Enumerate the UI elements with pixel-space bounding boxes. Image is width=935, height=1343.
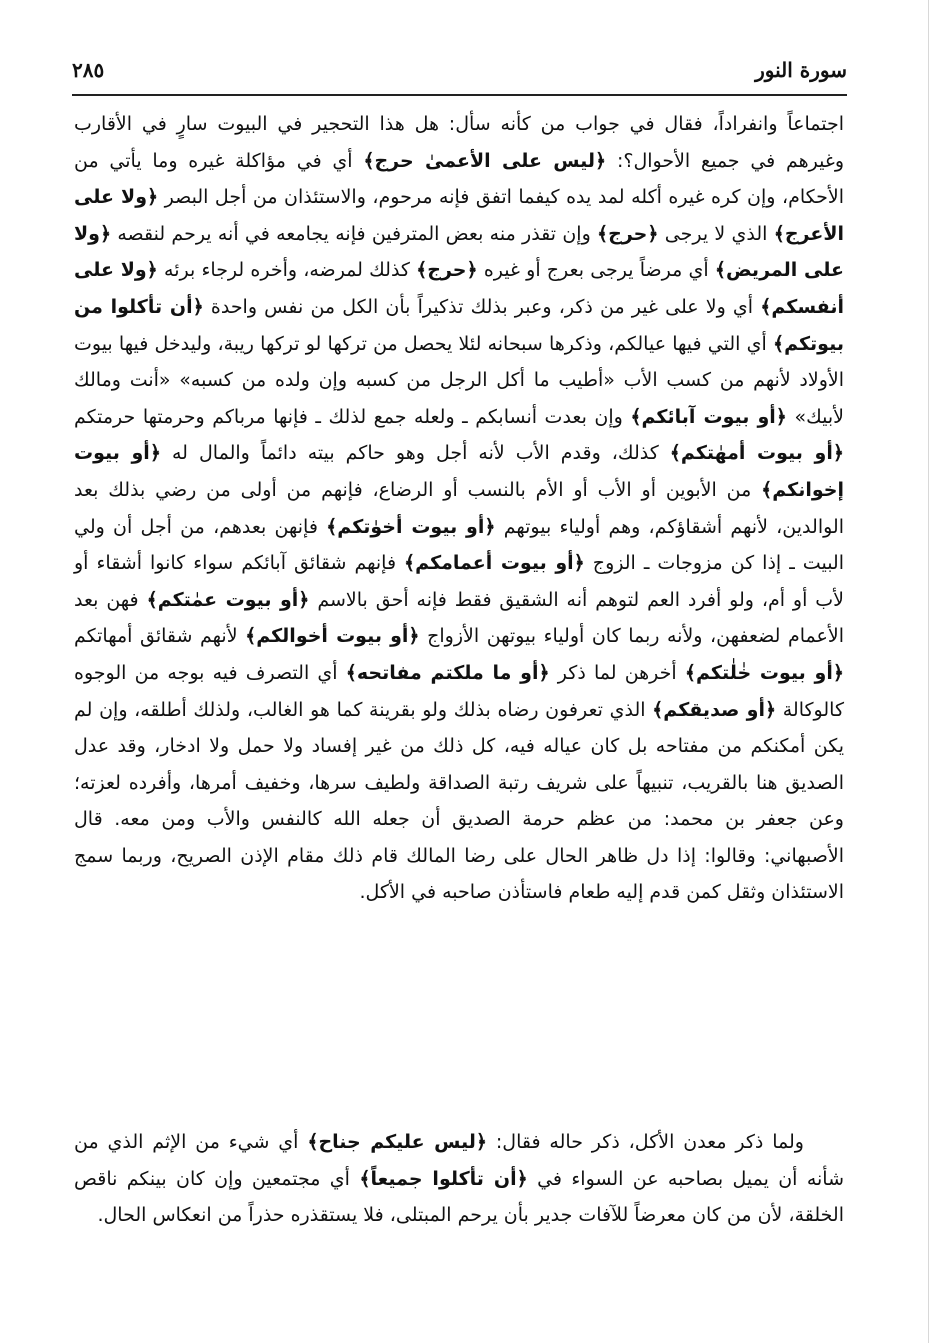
text-run: الذي تعرفون رضاه بذلك ولو بقرينة كما هو الغالب، ولذلك أطلقه، وإن لم يكن أمكنكم من مفتاحه بل كان عياله فيه، كل ذلك من غير إفساد ولا حمل ولا ادخار، وقد عدل الصديق هنا بالقريب، تنبيهاً على شريف رتبة الصداقة ولطيف سرها، وخفيف أمرها، وأفرده لعزته؛ وعن جعفر بن محمد: من عظم حرمة الصديق أن جعله الله كالنفس والأب ومن معه. قال الأصبهاني: وقالوا: إذا دل ظاهر الحال على رضا المالك قام ذلك مقام الإذن الصريح، وربما سمج الاستئذان وثقل كمن قدم إليه طعام فاستأذن صاحبه في الأكل.	[74, 698, 844, 904]
quran-quote: ﴿ولا على الأعرج﴾	[74, 186, 844, 245]
quran-quote: ﴿أن تأكلوا من بيوتكم﴾	[74, 295, 844, 355]
header-divider	[72, 94, 847, 96]
quran-quote: ﴿أن تأكلوا جميعاً﴾	[359, 1167, 528, 1190]
text-run: أي شيء من الإثم الذي من شأنه أن يميل بصاحبه عن السواء في	[74, 1131, 845, 1190]
quran-quote: ﴿أو بيوت أخوالكم﴾	[245, 625, 420, 648]
quran-quote: ﴿ولا على المريض﴾	[74, 222, 844, 282]
quran-quote: ﴿حرج﴾	[416, 259, 478, 282]
text-run: كذلك لمرضه، وأخره لرجاء برئه	[157, 259, 417, 282]
surah-title: سورة النور	[755, 58, 847, 82]
quran-quote: ﴿حرج﴾	[597, 222, 659, 245]
text-run: أي ولا على غير من ذكر، وعبر بذلك تذكيراً بأن الكل من نفس واحدة	[203, 295, 761, 318]
text-run: أي التصرف فيه بوجه من الوجوه كالوكالة	[74, 661, 844, 721]
text-run: أي التي فيها عيالكم، وذكرها سبحانه لئلا يحصل من تركها لو تركها ريبة، وليدخل فيها بيوت الأولاد لأنهم من كسب الأب «أطيب ما أكل الرجل من كسبه وإن ولده من كسبه» «أنت ومالك لأبيك»	[74, 332, 844, 428]
text-run: أخرهن لما ذكر	[549, 661, 685, 684]
quran-quote: ﴿أو بيوت خٰلٰتكم﴾	[684, 661, 845, 684]
text-run: كذلك، وقدم الأب لأنه أجل وهو حاكم بيته دائماً والمال له	[160, 442, 670, 465]
quran-quote: ﴿ولا على أنفسكم﴾	[74, 259, 844, 318]
text-run: لأنهم شقائق أمهاتكم	[74, 625, 246, 648]
paragraph-eating-together	[74, 1124, 844, 1234]
text-run: ولما ذكر معدن الأكل، ذكر حاله فقال:	[486, 1131, 804, 1153]
paragraph-commentary	[74, 106, 844, 911]
text-run: فهن بعد الأعمام لضعفهن، ولأنه ربما كان أولياء بيوتهن الأزواج	[74, 588, 844, 648]
text-run: اجتماعاً وانفراداً، فقال في جواب من كأنه سأل: هل هذا التحجير في البيوت سارٍ في الأقارب وغيرهم في جميع الأحوال؟:	[74, 113, 845, 172]
text-run: أي مجتمعين وإن كان بينكم ناقص الخلقة، لأن من كان معرضاً للآفات جدير بأن يرحم المبتلى، فلا يستقذره حذراً من انعكاس الحال.	[74, 1167, 844, 1227]
quran-quote: ﴿أو بيوت أعمامكم﴾	[404, 552, 585, 575]
quran-quote: ﴿أو بيوت عمٰتكم﴾	[146, 588, 310, 611]
quran-quote: ﴿أو صديقكم﴾	[652, 698, 777, 721]
quran-quote: ﴿أو ما ملكتم مفاتحه﴾	[345, 661, 550, 684]
running-header	[72, 58, 847, 88]
text-run: وإن بعدت أنسابكم ـ ولعله جمع لذلك ـ فإنها مرباكم وحرمتها حرمتكم	[74, 405, 631, 428]
text-run: أي مرضاً يرجى بعرج أو غيره	[477, 259, 715, 282]
page-number: ٢٨٥	[72, 58, 105, 82]
scan-edge-line	[928, 0, 929, 1343]
text-run: أي في مؤاكلة غيره وما يأتي من الأحكام، وإن كره غيره أكله لمد يده كيفما اتفق فإنه مرحوم، والاستئذان من أجل البصر	[74, 149, 844, 209]
text-run: الذي لا يرجى	[658, 222, 774, 245]
quran-quote: ﴿أو بيوت إخوانكم﴾	[74, 442, 844, 501]
text-run: فإنهن بعدهم، من أجل أن ولي البيت ـ إذا كن مزوجات ـ الزوج	[74, 515, 844, 575]
quran-quote: ﴿ليس عليكم جناح﴾	[307, 1131, 487, 1153]
quran-quote: ﴿أو بيوت آبائكم﴾	[630, 405, 787, 428]
text-run: فإنهم شقائق آبائكم سواء كانوا أشقاء أو لأب أو أم، ولو أفرد العم لتوهم أنه الشقيق فقط فإنه أحق بالاسم	[74, 552, 845, 611]
quran-quote: ﴿أو بيوت أخوٰتكم﴾	[326, 515, 496, 538]
text-run: من الأبوين أو الأب أو الأم بالنسب أو الرضاع، فإنهم من أولى من رضي بذلك بعد الوالدين، لأنهم أشقاؤكم، وهم أولياء بيوتهم	[74, 478, 844, 538]
text-run: وإن تقذر منه بعض المترفين فإنه يجامعه في أنه يرحم لنقصه	[111, 222, 598, 245]
quran-quote: ﴿أو بيوت أمهٰتكم﴾	[669, 442, 844, 465]
quran-quote: ﴿ليس على الأعمىٰ حرج﴾	[363, 149, 607, 172]
